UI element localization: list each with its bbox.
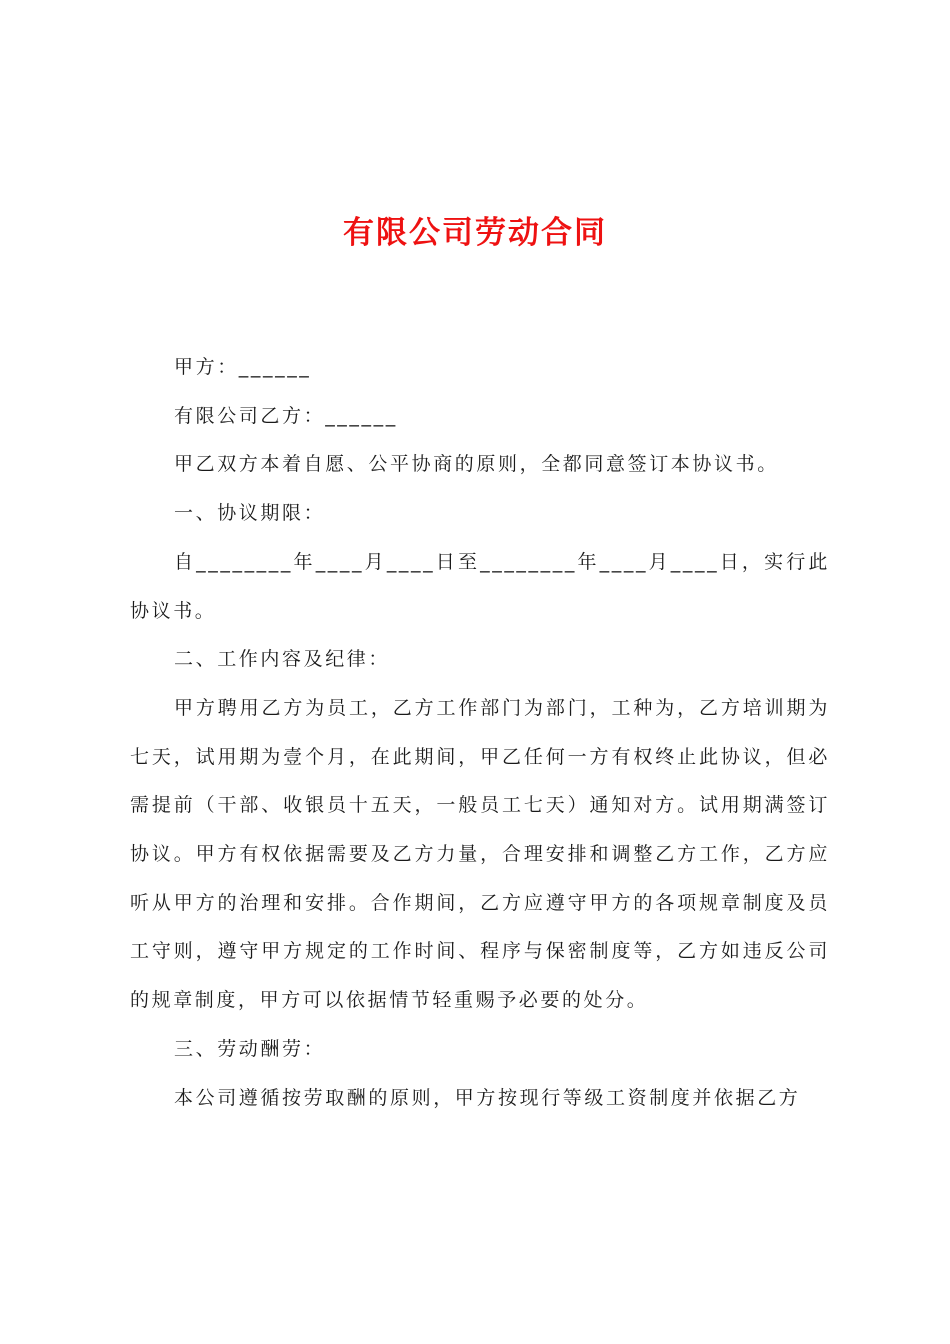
pay-paragraph: 本公司遵循按劳取酬的原则，甲方按现行等级工资制度并依据乙方 bbox=[174, 1086, 801, 1109]
term-paragraph: 自________年____月____日至________年____月____日，实行此协议书。 bbox=[130, 550, 830, 622]
party-b-line: 有限公司乙方：______ bbox=[174, 404, 398, 427]
work-paragraph: 甲方聘用乙方为员工，乙方工作部门为部门，工种为，乙方培训期为七天，试用期为壹个月，在此期间，甲乙任何一方有权终止此协议，但必需提前（干部、收银员十五天，一般员工七天）通知对方。试用期满签订协议。甲方有权依据需要及乙方力量，合理安排和调整乙方工作，乙方应听从甲方的治理和安排。合作期间，乙方应遵守甲方的各项规章制度及员工守则，遵守甲方规定的工作时间、程序与保密制度等，乙方如违反公司的规章制度，甲方可以依据情节轻重赐予必要的处分。 bbox=[130, 696, 830, 1012]
section-heading-work: 二、工作内容及纪律： bbox=[174, 648, 391, 671]
section-heading-term: 一、协议期限： bbox=[174, 502, 326, 525]
document-title: 有限公司劳动合同 bbox=[343, 215, 607, 251]
agreement-intro: 甲乙双方本着自愿、公平协商的原则，全都同意签订本协议书。 bbox=[174, 453, 779, 476]
party-a-line: 甲方：______ bbox=[174, 356, 312, 378]
document-body bbox=[130, 343, 830, 1122]
section-heading-pay: 三、劳动酬劳： bbox=[174, 1037, 326, 1060]
